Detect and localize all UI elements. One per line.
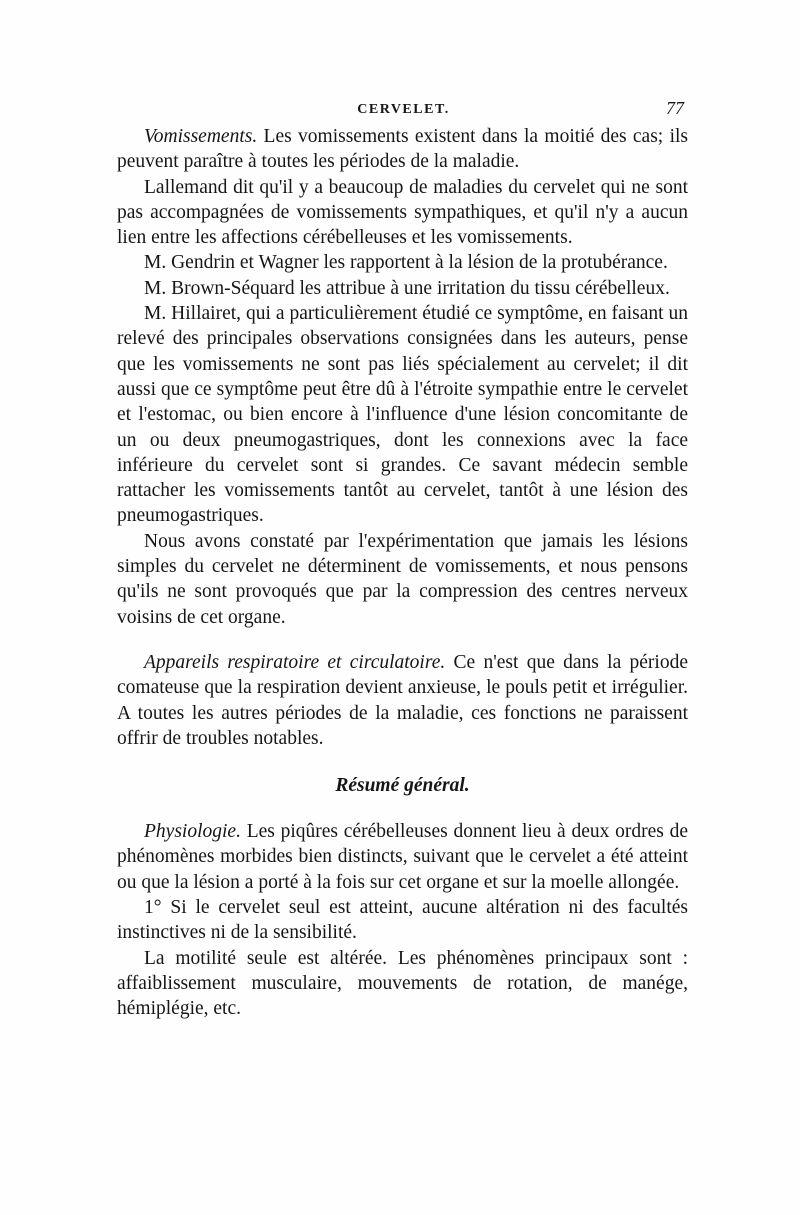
page-number: 77	[666, 98, 684, 118]
runin-heading-physiologie: Physiologie.	[144, 821, 241, 843]
paragraph-cervelet-seul: 1° Si le cervelet seul est atteint, aucune altération ni des facultés instinctives ni de la sensibilité.	[117, 897, 688, 944]
paragraph-motilite: La motilité seule est altérée. Les phénomènes principaux sont : affaiblissement musculaire, mouvements de rotation, de manége, hémiplégie, etc.	[117, 947, 688, 1020]
paragraph-gendrin: M. Gendrin et Wagner les rapportent à la lésion de la protubérance.	[144, 252, 668, 274]
runin-heading-vomissements: Vomissements.	[144, 126, 258, 147]
paragraph-text: Les vomissements existent dans la moitié des cas; ils peuvent paraître à toutes les périodes de la maladie.	[117, 126, 688, 173]
paragraph-lallemand: Lallemand dit qu'il y a beaucoup de maladies du cervelet qui ne sont pas accompagnées de vomissements sympathiques, et qu'il n'y a aucun lien entre les affections cérébelleuses et les vomissements.	[117, 176, 688, 249]
paragraph-text: Les piqûres cérébelleuses donnent lieu à deux ordres de phénomènes morbides bien distincts, suivant que le cervelet a été atteint ou que la lésion a porté à la fois sur cet organe et sur la moelle allongée.	[117, 821, 688, 893]
paragraph-brown-sequard: M. Brown-Séquard les attribue à une irritation du tissu cérébelleux.	[144, 277, 670, 299]
runin-heading-appareils: Appareils respiratoire et circulatoire.	[144, 651, 446, 673]
running-title: CERVELET.	[357, 102, 450, 117]
text-block	[117, 124, 688, 1022]
paragraph-vomissements	[117, 124, 688, 175]
paragraph-appareils	[117, 650, 688, 751]
running-head	[117, 98, 690, 122]
paragraph-text: Ce n'est que dans la période comateuse que la respiration devient anxieuse, le pouls petit et irrégulier. A toutes les autres périodes de la maladie, ces fonctions ne paraissent offrir de troubles notables.	[117, 651, 688, 749]
section-heading: Résumé général.	[335, 775, 470, 797]
paragraph-hillairet: M. Hillairet, qui a particulièrement étudié ce symptôme, en faisant un relevé des principales observations consignées dans les auteurs, pense que les vomissements ne sont pas liés spécialement au cervelet; il dit aussi que ce symptôme peut être dû à l'étroite sympathie entre le cervelet et l'estomac, ou bien encore à l'influence d'une lésion concomitante de un ou deux pneumogastriques, dont les connexions avec la face inférieure du cervelet sont si grandes. Ce savant médecin semble rattacher les vomissements tantôt au cervelet, tantôt à une lésion des pneumogastriques.	[117, 303, 688, 527]
paragraph-physiologie	[117, 819, 688, 895]
paragraph-experimentation: Nous avons constaté par l'expérimentation que jamais les lésions simples du cervelet ne déterminent de vomissements, et nous pensons qu'ils ne sont provoqués que par la compression des centres nerveux voisins de cet organe.	[117, 530, 688, 628]
